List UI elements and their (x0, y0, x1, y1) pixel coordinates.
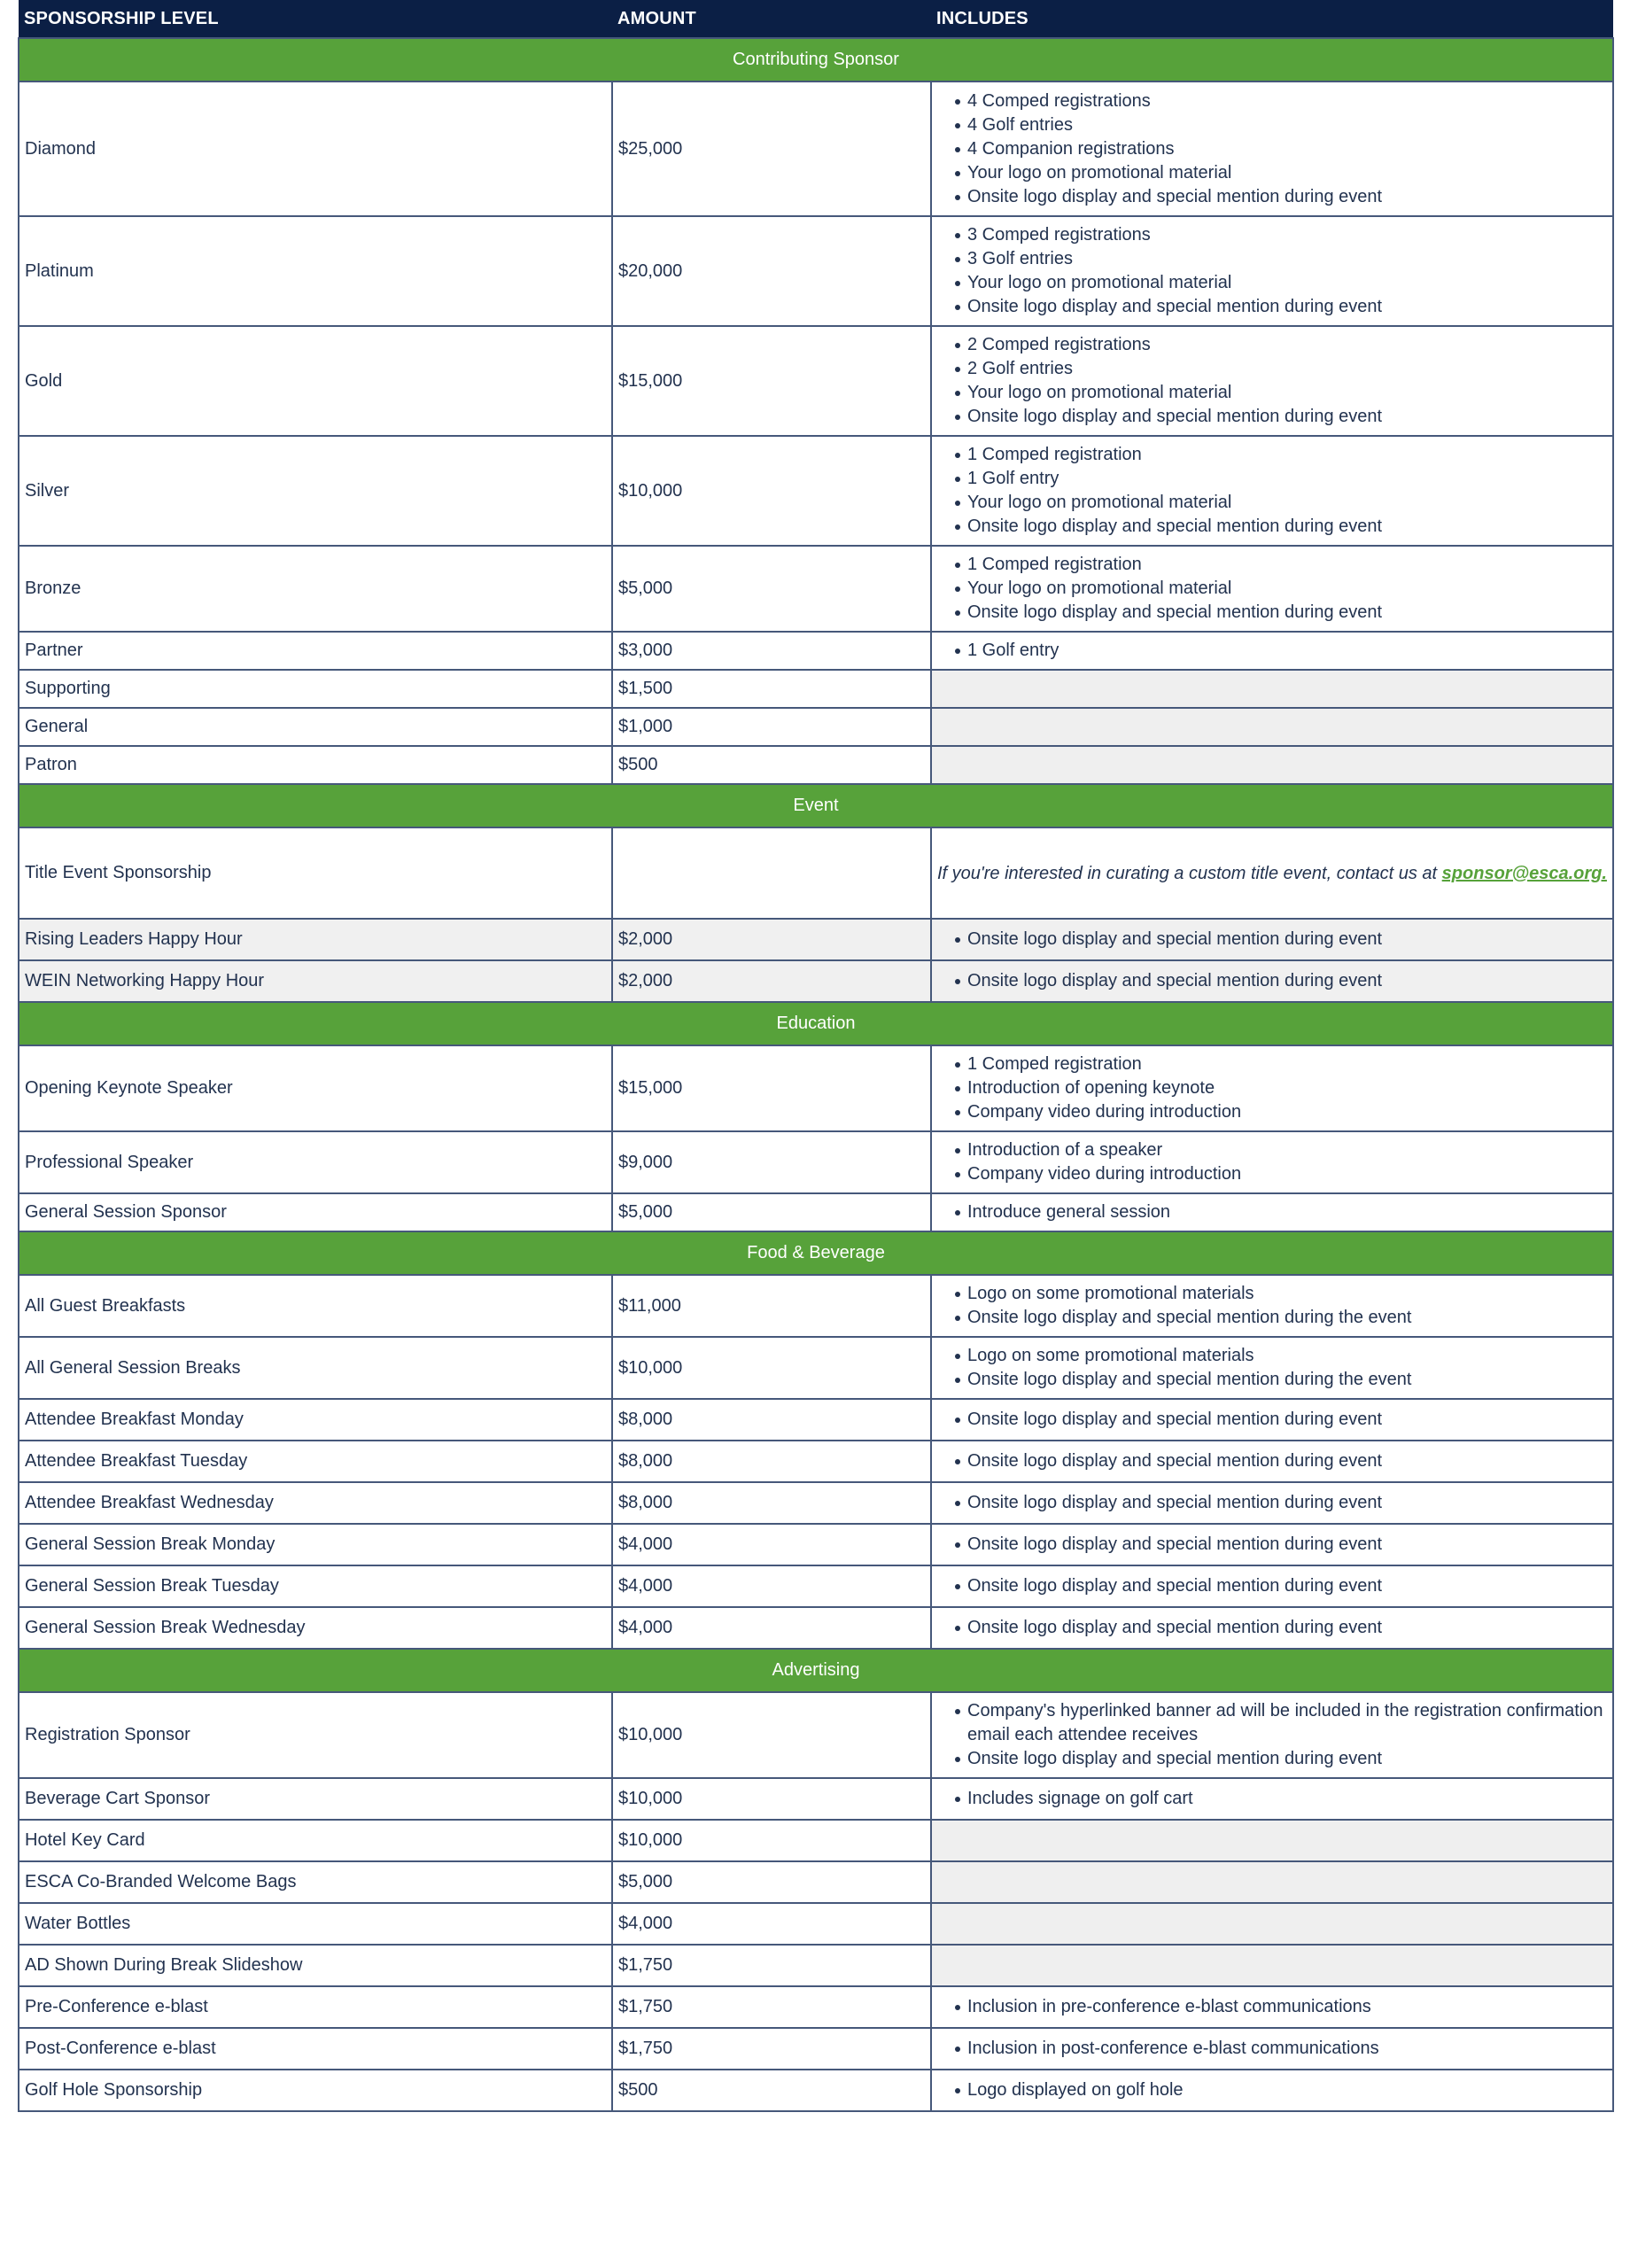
includes-item: Onsite logo display and special mention during event (937, 185, 1607, 209)
sponsorship-level-cell: Attendee Breakfast Wednesday (19, 1482, 612, 1524)
includes-list (937, 2037, 1607, 2061)
includes-cell (931, 82, 1613, 216)
includes-item: Introduction of opening keynote (937, 1076, 1607, 1100)
section-title: Food & Beverage (19, 1231, 1613, 1275)
amount-cell: $5,000 (612, 1861, 931, 1903)
includes-item: Company video during introduction (937, 1162, 1607, 1186)
amount-cell: $9,000 (612, 1131, 931, 1193)
table-row (19, 1482, 1613, 1524)
includes-item: 2 Golf entries (937, 357, 1607, 381)
amount-cell: $5,000 (612, 546, 931, 632)
includes-item: 1 Golf entry (937, 467, 1607, 491)
amount-cell: $1,750 (612, 1986, 931, 2028)
custom-event-note (937, 861, 1607, 886)
includes-item: Your logo on promotional material (937, 381, 1607, 405)
includes-list (937, 639, 1607, 663)
table-row (19, 1193, 1613, 1231)
amount-cell: $2,000 (612, 960, 931, 1002)
includes-cell (931, 2028, 1613, 2070)
includes-list (937, 1574, 1607, 1598)
table-row (19, 2028, 1613, 2070)
includes-cell (931, 1524, 1613, 1565)
includes-cell-empty (931, 1861, 1613, 1903)
includes-list (937, 928, 1607, 951)
includes-list (937, 553, 1607, 625)
sponsorship-level-cell: Post-Conference e-blast (19, 2028, 612, 2070)
table-row (19, 632, 1613, 670)
amount-cell: $2,000 (612, 919, 931, 960)
includes-item: 4 Companion registrations (937, 137, 1607, 161)
amount-cell: $5,000 (612, 1193, 931, 1231)
sponsorship-level-cell: Gold (19, 326, 612, 436)
includes-cell (931, 1565, 1613, 1607)
table-row (19, 436, 1613, 546)
includes-item: Onsite logo display and special mention during event (937, 1533, 1607, 1557)
includes-cell-empty (931, 1903, 1613, 1945)
section-title: Education (19, 1002, 1613, 1045)
includes-list (937, 223, 1607, 319)
includes-item: Onsite logo display and special mention during event (937, 1491, 1607, 1515)
includes-item: Your logo on promotional material (937, 161, 1607, 185)
includes-cell (931, 1607, 1613, 1649)
includes-item: Logo on some promotional materials (937, 1282, 1607, 1306)
includes-cell (931, 1193, 1613, 1231)
includes-item: Inclusion in post-conference e-blast communications (937, 2037, 1607, 2061)
sponsorship-level-cell: Bronze (19, 546, 612, 632)
includes-item: Onsite logo display and special mention during event (937, 405, 1607, 429)
includes-item: 4 Golf entries (937, 113, 1607, 137)
amount-cell: $4,000 (612, 1524, 931, 1565)
section-header-row (19, 1002, 1613, 1045)
includes-list (937, 443, 1607, 539)
includes-item: Company video during introduction (937, 1100, 1607, 1124)
includes-cell (931, 1337, 1613, 1399)
includes-cell-empty (931, 1945, 1613, 1986)
includes-list (937, 1138, 1607, 1186)
amount-cell: $1,750 (612, 2028, 931, 2070)
includes-list (937, 1449, 1607, 1473)
includes-list (937, 2078, 1607, 2102)
table-row (19, 216, 1613, 326)
sponsorship-level-cell: All Guest Breakfasts (19, 1275, 612, 1337)
includes-cell (931, 546, 1613, 632)
table-row (19, 746, 1613, 784)
sponsorship-level-cell: AD Shown During Break Slideshow (19, 1945, 612, 1986)
amount-cell: $500 (612, 2070, 931, 2111)
sponsorship-level-cell: Patron (19, 746, 612, 784)
table-row (19, 1607, 1613, 1649)
amount-cell: $4,000 (612, 1565, 931, 1607)
includes-cell (931, 1131, 1613, 1193)
sponsorship-level-cell: General (19, 708, 612, 746)
section-title: Contributing Sponsor (19, 38, 1613, 82)
includes-item: 4 Comped registrations (937, 89, 1607, 113)
amount-cell: $1,500 (612, 670, 931, 708)
sponsorship-level-cell: Beverage Cart Sponsor (19, 1778, 612, 1820)
sponsorship-level-cell: Golf Hole Sponsorship (19, 2070, 612, 2111)
includes-cell (931, 216, 1613, 326)
table-row (19, 1778, 1613, 1820)
sponsorship-level-cell: Platinum (19, 216, 612, 326)
includes-item: Logo on some promotional materials (937, 1344, 1607, 1368)
includes-item: Onsite logo display and special mention during event (937, 1616, 1607, 1640)
amount-cell (612, 827, 931, 919)
includes-cell-empty (931, 1820, 1613, 1861)
sponsorship-level-cell: All General Session Breaks (19, 1337, 612, 1399)
includes-cell (931, 919, 1613, 960)
sponsorship-table (18, 0, 1614, 2112)
includes-cell (931, 1778, 1613, 1820)
includes-cell (931, 827, 1613, 919)
includes-item: 2 Comped registrations (937, 333, 1607, 357)
includes-list (937, 1616, 1607, 1640)
table-row (19, 1399, 1613, 1441)
includes-item: Inclusion in pre-conference e-blast communications (937, 1995, 1607, 2019)
sponsorship-level-cell: Title Event Sponsorship (19, 827, 612, 919)
sponsorship-level-cell: General Session Break Wednesday (19, 1607, 612, 1649)
includes-cell (931, 1045, 1613, 1131)
table-row (19, 919, 1613, 960)
amount-cell: $15,000 (612, 326, 931, 436)
includes-cell (931, 1275, 1613, 1337)
includes-list (937, 969, 1607, 993)
includes-list (937, 1282, 1607, 1330)
sponsorship-level-cell: Rising Leaders Happy Hour (19, 919, 612, 960)
includes-item: Introduction of a speaker (937, 1138, 1607, 1162)
section-title: Advertising (19, 1649, 1613, 1692)
sponsorship-level-cell: ESCA Co-Branded Welcome Bags (19, 1861, 612, 1903)
table-row (19, 827, 1613, 919)
includes-item: Onsite logo display and special mention during event (937, 1449, 1607, 1473)
includes-item: Your logo on promotional material (937, 271, 1607, 295)
section-header-row (19, 784, 1613, 827)
table-row (19, 1986, 1613, 2028)
sponsorship-level-cell: Hotel Key Card (19, 1820, 612, 1861)
includes-cell (931, 632, 1613, 670)
amount-cell: $10,000 (612, 1337, 931, 1399)
includes-cell (931, 960, 1613, 1002)
table-row (19, 1337, 1613, 1399)
includes-list (937, 333, 1607, 429)
table-header-row (19, 0, 1613, 38)
includes-item: Onsite logo display and special mention during event (937, 601, 1607, 625)
table-row (19, 82, 1613, 216)
includes-item: Onsite logo display and special mention during event (937, 1574, 1607, 1598)
includes-cell (931, 1482, 1613, 1524)
sponsorship-table-container (18, 0, 1612, 2112)
includes-item: 3 Comped registrations (937, 223, 1607, 247)
includes-cell (931, 436, 1613, 546)
sponsorship-level-cell: Diamond (19, 82, 612, 216)
table-row (19, 1275, 1613, 1337)
amount-cell: $500 (612, 746, 931, 784)
includes-item: 1 Comped registration (937, 443, 1607, 467)
amount-cell: $1,000 (612, 708, 931, 746)
includes-item: Your logo on promotional material (937, 577, 1607, 601)
table-row (19, 1524, 1613, 1565)
section-header-row (19, 1231, 1613, 1275)
includes-item: Onsite logo display and special mention during the event (937, 1368, 1607, 1392)
includes-list (937, 1200, 1607, 1224)
amount-cell: $8,000 (612, 1482, 931, 1524)
sponsorship-level-cell: Attendee Breakfast Monday (19, 1399, 612, 1441)
includes-cell-empty (931, 670, 1613, 708)
includes-item: Onsite logo display and special mention during the event (937, 1306, 1607, 1330)
sponsorship-level-cell: General Session Sponsor (19, 1193, 612, 1231)
section-header-row (19, 38, 1613, 82)
table-row (19, 1131, 1613, 1193)
includes-list (937, 1052, 1607, 1124)
includes-cell (931, 1986, 1613, 2028)
sponsorship-level-cell: General Session Break Monday (19, 1524, 612, 1565)
amount-cell: $10,000 (612, 1778, 931, 1820)
includes-cell (931, 2070, 1613, 2111)
table-row (19, 326, 1613, 436)
includes-cell-empty (931, 746, 1613, 784)
includes-list (937, 89, 1607, 209)
sponsorship-level-cell: Professional Speaker (19, 1131, 612, 1193)
includes-item: Includes signage on golf cart (937, 1787, 1607, 1811)
includes-item: Onsite logo display and special mention during event (937, 1408, 1607, 1432)
table-row (19, 1441, 1613, 1482)
amount-cell: $1,750 (612, 1945, 931, 1986)
includes-item: Onsite logo display and special mention during event (937, 928, 1607, 951)
table-body (19, 38, 1613, 2111)
amount-cell: $25,000 (612, 82, 931, 216)
amount-cell: $8,000 (612, 1441, 931, 1482)
includes-list (937, 1787, 1607, 1811)
includes-item: Onsite logo display and special mention during event (937, 295, 1607, 319)
section-header-row (19, 1649, 1613, 1692)
includes-list (937, 1533, 1607, 1557)
table-row (19, 1692, 1613, 1778)
custom-event-note-text: If you're interested in curating a custom title event, contact us at (937, 863, 1442, 883)
includes-list (937, 1344, 1607, 1392)
includes-item: 3 Golf entries (937, 247, 1607, 271)
table-row (19, 1903, 1613, 1945)
header-amount: AMOUNT (612, 0, 931, 38)
table-row (19, 1820, 1613, 1861)
amount-cell: $4,000 (612, 1607, 931, 1649)
table-row (19, 1565, 1613, 1607)
amount-cell: $11,000 (612, 1275, 931, 1337)
sponsorship-level-cell: WEIN Networking Happy Hour (19, 960, 612, 1002)
sponsor-email-link[interactable]: sponsor@esca.org. (1441, 863, 1607, 883)
section-title: Event (19, 784, 1613, 827)
table-row (19, 960, 1613, 1002)
includes-item: Your logo on promotional material (937, 491, 1607, 515)
sponsorship-level-cell: Attendee Breakfast Tuesday (19, 1441, 612, 1482)
includes-item: 1 Comped registration (937, 553, 1607, 577)
sponsorship-level-cell: Silver (19, 436, 612, 546)
amount-cell: $4,000 (612, 1903, 931, 1945)
amount-cell: $20,000 (612, 216, 931, 326)
table-row (19, 670, 1613, 708)
includes-item: Logo displayed on golf hole (937, 2078, 1607, 2102)
table-row (19, 1045, 1613, 1131)
includes-item: 1 Golf entry (937, 639, 1607, 663)
includes-cell (931, 326, 1613, 436)
sponsorship-level-cell: Registration Sponsor (19, 1692, 612, 1778)
sponsorship-level-cell: Water Bottles (19, 1903, 612, 1945)
includes-list (937, 1995, 1607, 2019)
includes-list (937, 1491, 1607, 1515)
table-row (19, 1861, 1613, 1903)
table-row (19, 546, 1613, 632)
amount-cell: $8,000 (612, 1399, 931, 1441)
sponsorship-level-cell: General Session Break Tuesday (19, 1565, 612, 1607)
includes-item: Onsite logo display and special mention during event (937, 515, 1607, 539)
sponsorship-level-cell: Partner (19, 632, 612, 670)
header-includes: INCLUDES (931, 0, 1613, 38)
includes-item: Introduce general session (937, 1200, 1607, 1224)
sponsorship-level-cell: Supporting (19, 670, 612, 708)
amount-cell: $10,000 (612, 1820, 931, 1861)
includes-item: Onsite logo display and special mention during event (937, 1747, 1607, 1771)
table-row (19, 2070, 1613, 2111)
amount-cell: $10,000 (612, 436, 931, 546)
includes-item: Onsite logo display and special mention during event (937, 969, 1607, 993)
header-sponsorship-level: SPONSORSHIP LEVEL (19, 0, 612, 38)
table-row (19, 708, 1613, 746)
includes-item: 1 Comped registration (937, 1052, 1607, 1076)
includes-cell-empty (931, 708, 1613, 746)
amount-cell: $15,000 (612, 1045, 931, 1131)
table-row (19, 1945, 1613, 1986)
sponsorship-level-cell: Opening Keynote Speaker (19, 1045, 612, 1131)
includes-cell (931, 1399, 1613, 1441)
amount-cell: $3,000 (612, 632, 931, 670)
includes-list (937, 1699, 1607, 1771)
includes-list (937, 1408, 1607, 1432)
includes-cell (931, 1441, 1613, 1482)
includes-item: Company's hyperlinked banner ad will be included in the registration confirmation email each attendee receives (937, 1699, 1607, 1747)
includes-cell (931, 1692, 1613, 1778)
sponsorship-level-cell: Pre-Conference e-blast (19, 1986, 612, 2028)
amount-cell: $10,000 (612, 1692, 931, 1778)
